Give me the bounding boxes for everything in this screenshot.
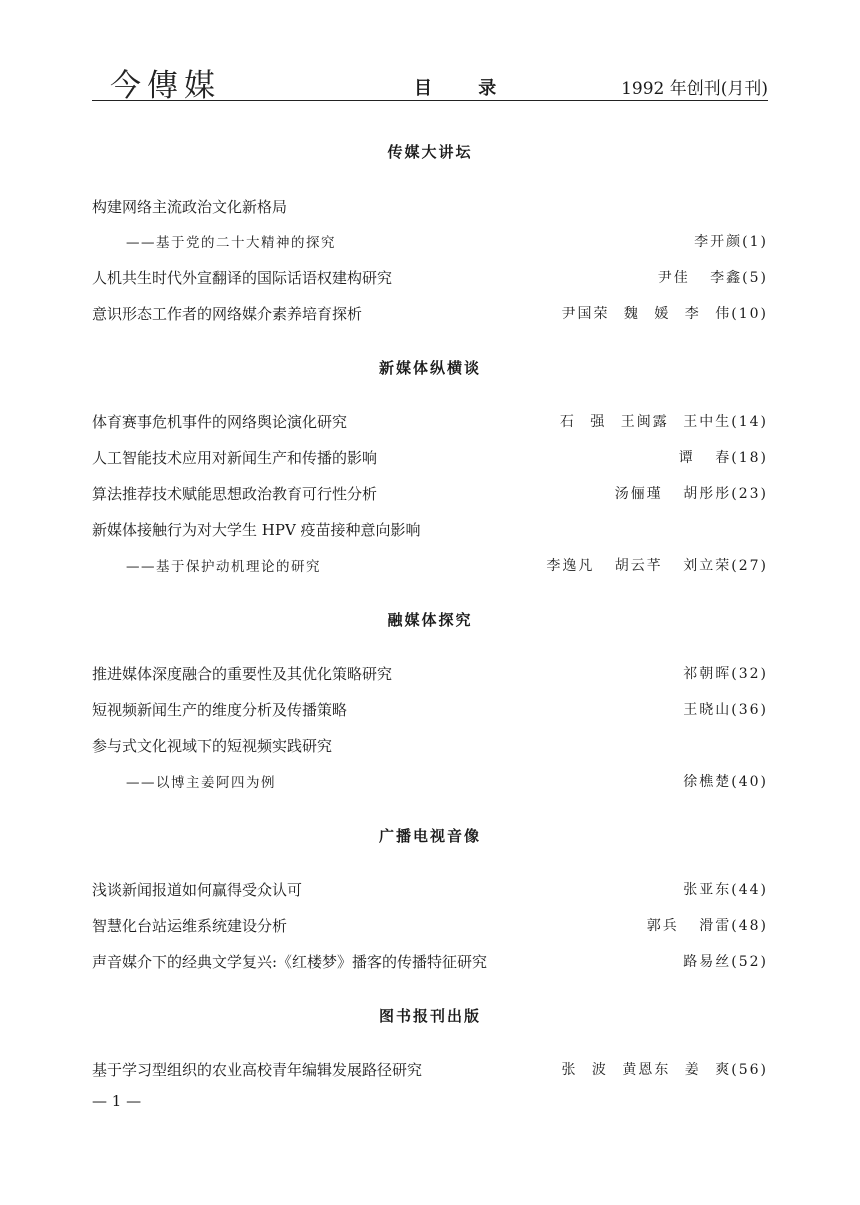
toc-entry[interactable] (92, 663, 768, 687)
toc-entry[interactable] (92, 267, 768, 291)
entry-author-page: 尹国荣 魏 媛 李 伟(10) (561, 306, 768, 322)
section-title-new-media: 新媒体纵横谈 (378, 359, 481, 377)
entry-author-page: 张 波 黄恩东 姜 爽(56) (561, 1062, 768, 1078)
section-title-publishing: 图书报刊出版 (378, 1007, 481, 1025)
toc-entry-sub (92, 555, 768, 579)
entry-subtitle: ——基于党的二十大精神的探究 (126, 235, 336, 251)
entry-author-page: 王晓山(36) (683, 702, 768, 718)
toc-entry[interactable] (92, 879, 768, 903)
entry-title[interactable]: 人机共生时代外宣翻译的国际话语权建构研究 (92, 269, 393, 287)
entry-author-page: 谭 春(18) (678, 450, 768, 466)
entry-title[interactable]: 新媒体接触行为对大学生 HPV 疫苗接种意向影响 (92, 521, 421, 539)
entry-author-page: 尹佳 李鑫(5) (657, 270, 768, 286)
journal-logo: 今傳媒 (110, 68, 221, 104)
toc-entry[interactable] (92, 519, 768, 543)
entry-title[interactable]: 算法推荐技术赋能思想政治教育可行性分析 (92, 485, 378, 503)
entry-title[interactable]: 基于学习型组织的农业高校青年编辑发展路径研究 (92, 1061, 423, 1079)
entry-subtitle: ——基于保护动机理论的研究 (126, 559, 321, 575)
entry-author-page: 李开颜(1) (694, 234, 768, 250)
page-number: — 1 — (92, 1092, 142, 1110)
toc-entry[interactable] (92, 1059, 768, 1083)
page-header (92, 60, 768, 104)
entry-title[interactable]: 构建网络主流政治文化新格局 (92, 198, 288, 216)
section-title-broadcast: 广播电视音像 (378, 827, 481, 845)
entry-subtitle: ——以博主姜阿四为例 (126, 775, 276, 791)
toc-heading: 目 录 (414, 78, 517, 99)
entry-title[interactable]: 意识形态工作者的网络媒介素养培育探析 (92, 305, 363, 323)
toc-entry[interactable] (92, 483, 768, 507)
toc-entry[interactable] (92, 735, 768, 759)
entry-title[interactable]: 推进媒体深度融合的重要性及其优化策略研究 (92, 665, 393, 683)
toc-entry[interactable] (92, 411, 768, 435)
toc-entry[interactable] (92, 951, 768, 975)
entry-author-page: 汤俪瑾 胡彤彤(23) (614, 486, 768, 502)
entry-title[interactable]: 短视频新闻生产的维度分析及传播策略 (92, 701, 348, 719)
toc-entry-sub (92, 771, 768, 795)
toc-entry[interactable] (92, 699, 768, 723)
entry-title[interactable]: 参与式文化视域下的短视频实践研究 (92, 737, 333, 755)
entry-author-page: 徐樵楚(40) (683, 774, 768, 790)
entry-title[interactable]: 声音媒介下的经典文学复兴:《红楼梦》播客的传播特征研究 (92, 953, 488, 971)
publication-info: 1992 年创刊(月刊) (621, 79, 768, 99)
section-title-media-forum: 传媒大讲坛 (387, 143, 473, 161)
entry-title[interactable]: 智慧化台站运维系统建设分析 (92, 917, 288, 935)
toc-entry-sub (92, 231, 768, 255)
toc-entry[interactable] (92, 196, 768, 220)
entry-author-page: 路易丝(52) (683, 954, 768, 970)
entry-author-page: 祁朝晖(32) (683, 666, 768, 682)
toc-entry[interactable] (92, 303, 768, 327)
toc-entry[interactable] (92, 447, 768, 471)
section-title-converged-media: 融媒体探究 (387, 611, 473, 629)
entry-author-page: 李逸凡 胡云芊 刘立荣(27) (546, 558, 768, 574)
entry-author-page: 石 强 王闽露 王中生(14) (559, 414, 768, 430)
entry-title[interactable]: 浅谈新闻报道如何赢得受众认可 (92, 881, 303, 899)
entry-title[interactable]: 人工智能技术应用对新闻生产和传播的影响 (92, 449, 378, 467)
entry-author-page: 郭兵 滑雷(48) (646, 918, 768, 934)
toc-entry[interactable] (92, 915, 768, 939)
entry-author-page: 张亚东(44) (683, 882, 768, 898)
entry-title[interactable]: 体育赛事危机事件的网络舆论演化研究 (92, 413, 348, 431)
